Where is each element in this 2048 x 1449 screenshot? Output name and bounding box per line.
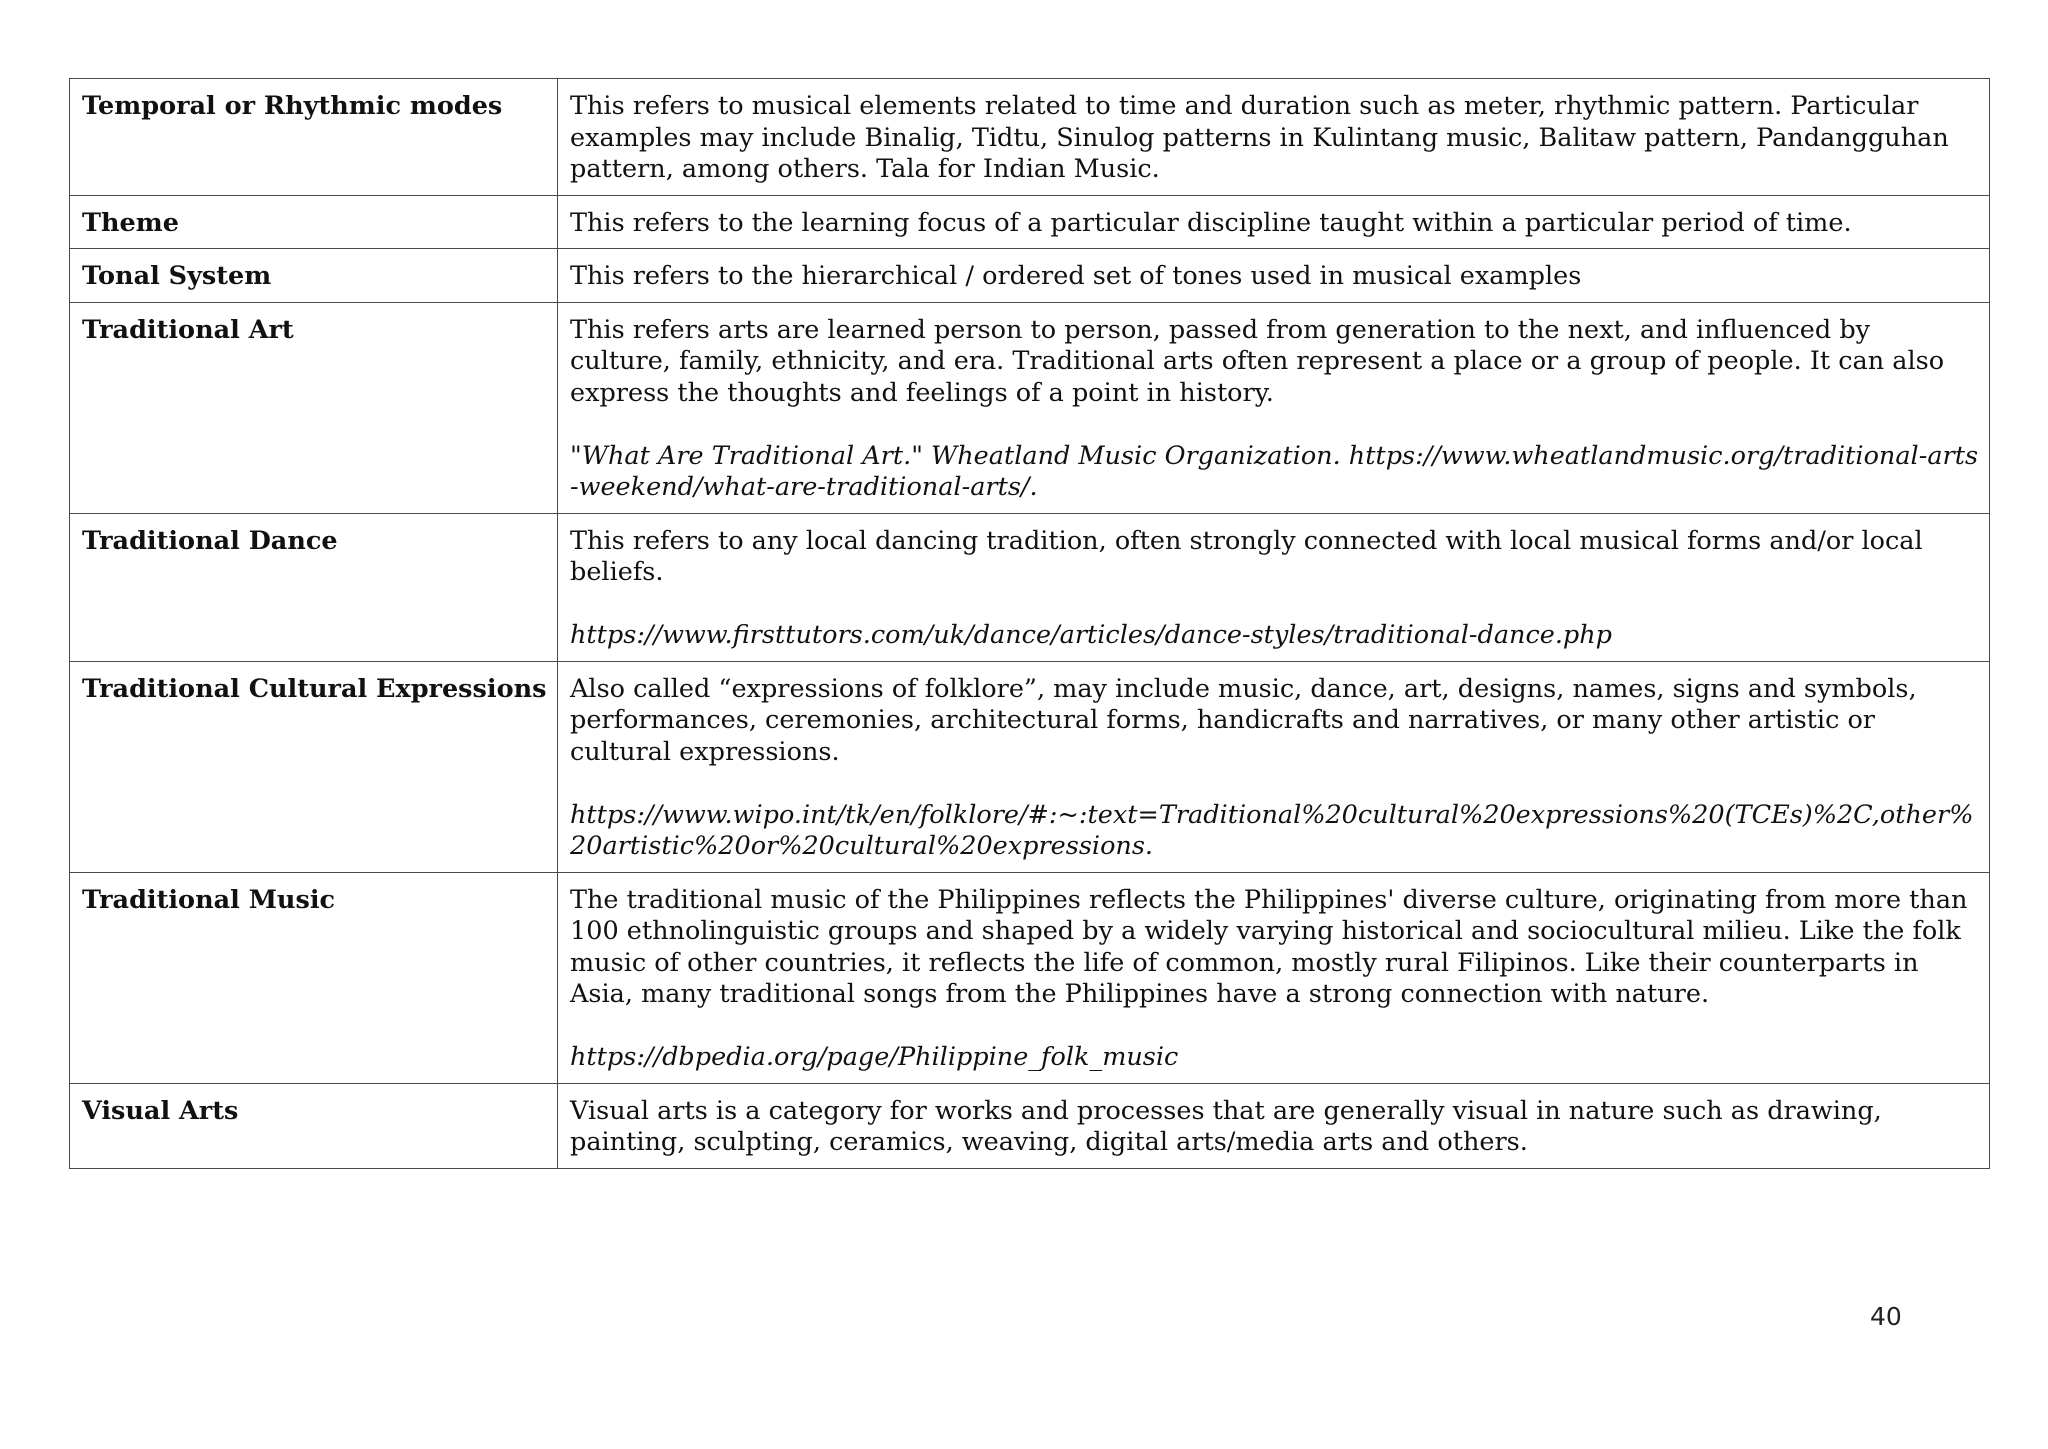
table-row: [70, 513, 1990, 661]
definition-text: Visual arts is a category for works and processes that are generally visual in nature such as drawing, painting, sculpting, ceramics, weaving, digital arts/media arts and others.: [570, 1095, 1882, 1157]
term-label: Temporal or Rhythmic modes: [82, 91, 503, 121]
definition-text: This refers to musical elements related to time and duration such as meter, rhythmic pattern. Particular examples may include Binalig, Tidtu, Sinulog patterns in Kulintang music, Balitaw pattern, Pandangguhan pattern, among others. Tala for Indian Music.: [570, 91, 1949, 184]
term-label: Traditional Cultural Expressions: [82, 673, 547, 704]
term-cell: [70, 79, 558, 196]
definition-cell: [558, 249, 1990, 303]
definition-text: The traditional music of the Philippines reflects the Philippines' diverse culture, originating from more than 100 ethnolinguistic groups and shaped by a widely varying historical and sociocultural milieu. Like the folk music of other countries, it reflects the life of common, mostly rural Filipinos. Like their counterparts in Asia, many traditional songs from the Philippines have a strong connection with nature.: [570, 884, 1968, 1009]
source-link[interactable]: https://www.firsttutors.com/uk/dance/articles/dance-styles/traditional-dance.php: [570, 620, 1613, 650]
definition-cell: [558, 302, 1990, 513]
definition-text: This refers to the hierarchical / ordered set of tones used in musical examples: [570, 261, 1582, 291]
term-label: Visual Arts: [82, 1095, 239, 1126]
table-row: [70, 1083, 1990, 1168]
source-link[interactable]: https://www.wipo.int/tk/en/folklore/#:~:text=Traditional%20cultural%20expressions%20(TCEs)%2C,other%20artistic%20or%20cultural%20expressions.: [570, 799, 1974, 861]
definition-cell: [558, 195, 1990, 249]
term-label: Tonal System: [82, 261, 272, 291]
table-row: [70, 302, 1990, 513]
definition-text: This refers to any local dancing tradition, often strongly connected with local musical forms and/or local beliefs.: [570, 525, 1923, 587]
definition-text: Also called “expressions of folklore”, may include music, dance, art, designs, names, signs and symbols, performances, ceremonies, architectural forms, handicrafts and narratives, or many other artistic or cultural expressions.: [570, 673, 1917, 767]
table-row: [70, 661, 1990, 872]
term-label: Theme: [82, 207, 179, 238]
table-row: [70, 195, 1990, 249]
table-row: [70, 872, 1990, 1083]
term-cell: [70, 302, 558, 513]
source-link[interactable]: https://dbpedia.org/page/Philippine_folk_music: [570, 1042, 1179, 1072]
term-cell: [70, 872, 558, 1083]
term-cell: [70, 661, 558, 872]
term-cell: [70, 249, 558, 303]
source-citation: "What Are Traditional Art." Wheatland Music Organization. https://www.wheatlandmusic.org/traditional-arts-weekend/what-are-traditional-arts/.: [570, 440, 1979, 502]
definition-cell: [558, 872, 1990, 1083]
term-label: Traditional Art: [82, 314, 294, 345]
definition-cell: [558, 513, 1990, 661]
term-cell: [70, 513, 558, 661]
term-cell: [70, 195, 558, 249]
definition-text: This refers arts are learned person to person, passed from generation to the next, and influenced by culture, family, ethnicity, and era. Traditional arts often represent a place or a group of people. It can also express the thoughts and feelings of a point in history.: [570, 314, 1945, 408]
term-cell: [70, 1083, 558, 1168]
definition-text: This refers to the learning focus of a particular discipline taught within a particular period of time.: [570, 207, 1852, 238]
term-label: Traditional Dance: [82, 525, 338, 556]
table-row: [70, 249, 1990, 303]
table-row: [70, 79, 1990, 196]
definition-cell: [558, 79, 1990, 196]
glossary-table: [69, 78, 1990, 1169]
definition-cell: [558, 1083, 1990, 1168]
term-label: Traditional Music: [82, 884, 336, 915]
page-number: 40: [1870, 1302, 1902, 1331]
definition-cell: [558, 661, 1990, 872]
